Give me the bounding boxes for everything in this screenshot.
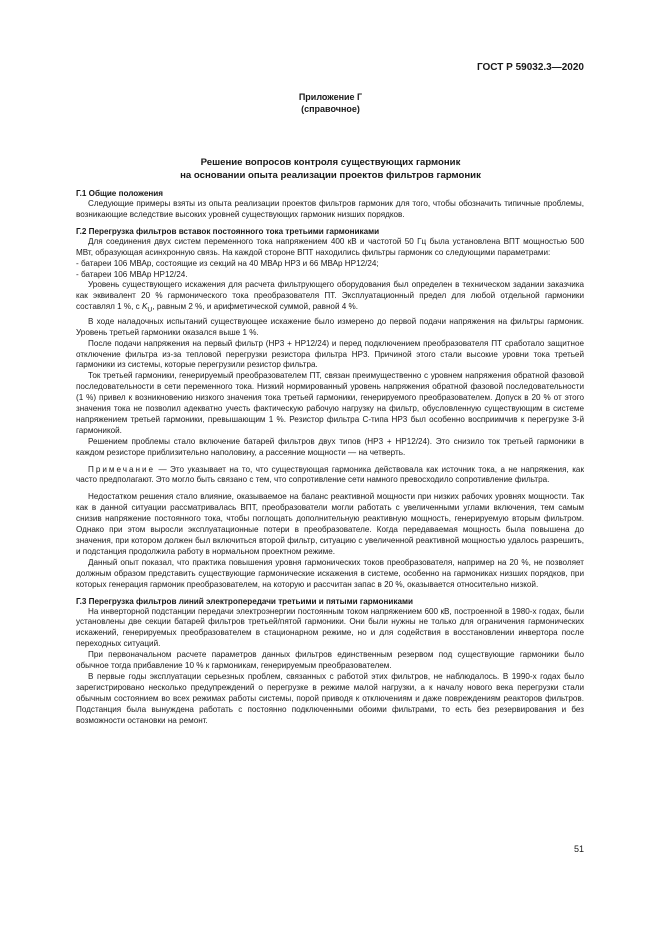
note: [76, 465, 584, 487]
paragraph: При первоначальном расчете параметров данных фильтров единственным резервом под существующие гармоники было обычное тогда прибавление 10 % к гармоникам, генерируемым преобразователем.: [76, 650, 584, 671]
text-run: , равным 2 %, и арифметической суммой, равной 4 %.: [152, 302, 358, 312]
paragraph: Данный опыт показал, что практика повышения уровня гармонических токов преобразователя, например на 20 %, не позволяет должным образом представить существующие гармонические искажения в системе, особенно на гармониках низших порядков, при которых генерация гармоник преобразователем, на которую и рассчитан запас в 20 %, оказывается относительно низкой.: [76, 557, 584, 589]
paragraph: [76, 280, 584, 316]
paragraph: На инверторной подстанции передачи электроэнергии постоянным током напряжением 600 кВ, построенной в 1980-х годах, были установлены две секции батарей фильтров третьей/пятой гармоники. Они были нужны не только для ограничения гармонических искажений, генерируемых преобразователем в стационарном режиме, но и для содействия в восстановлении инвертора после переходных ситуаций.: [76, 606, 584, 649]
paragraph: Ток третьей гармоники, генерируемый преобразователем ПТ, связан преимущественно с уровнем напряжения обратной фазовой последовательности в сети переменного тока. Низкий нормированный уровень напряжения обратной фазовой последовательности (1 %) привел к возникновению низкого значения тока третьей гармоники, генерируемого преобразователем. Допуск в 20 % от этого значения тока не позволил адекватно учесть фактическую рабочую нагрузку на фильтр, обусловленную существующим в системе напряжением третьей гармоники, превышающим 1 %. Резистор фильтра С-типа НР3 был особенно восприимчив к перегрузке 3-й гармоникой.: [76, 371, 584, 435]
standard-number: ГОСТ Р 59032.3—2020: [476, 62, 584, 73]
document-body: [76, 188, 584, 727]
paragraph: Следующие примеры взяты из опыта реализации проектов фильтров гармоник для того, чтобы обозначить типичные проблемы, возникающие вследствие высоких уровней существующих гармоник низших порядков.: [76, 199, 584, 219]
list-item: - батареи 106 МВАр НР12/24.: [76, 269, 188, 279]
annex-title: Приложение Г: [298, 92, 363, 102]
paragraph: В первые годы эксплуатации серьезных проблем, связанных с работой этих фильтров, не наблюдалось. В 1990-х годах было зарегистрировано несколько предупреждений о перегрузке в режиме малой нагрузки, а к началу нового века перегрузки стали обычным состоянием во всех режимах работы системы, порой приводя к отключениям и даже повреждениям реакторов фильтров. Подстанция была вынуждена работать с постоянно подключенными обоими фильтрами, то есть без резервирования и без возможности остановки на ремонт.: [76, 671, 584, 725]
document-title-line1: Решение вопросов контроля существующих гармоник: [200, 157, 461, 168]
symbol-k: K: [142, 302, 148, 312]
annex-status: (справочное): [301, 104, 360, 114]
paragraph: Решением проблемы стало включение батарей фильтров двух типов (НР3 + НР12/24). Это снизило ток третьей гармоники в каждом резисторе приблизительно наполовину, а рассеяние мощности — на четверть.: [76, 436, 584, 457]
section-heading-g2: Г.2 Перегрузка фильтров вставок постоянного тока третьими гармониками: [76, 226, 380, 236]
list-item: - батареи 106 МВАр, состоящие из секций на 40 МВАр НР3 и 66 МВАр НР12/24;: [76, 258, 379, 268]
paragraph: Недостатком решения стало влияние, оказываемое на баланс реактивной мощности при низких рабочих уровнях мощности. Так как в данной ситуации рассматривалась ВПТ, преобразователи могли работать с увеличенными углами включения, тем самым снизив напряжение постоянного тока, чтобы поглощать дополнительную реактивную мощность, генерируемую вторым фильтром. Однако при этом выросли эксплуатационные потери в преобразователе. Когда передаваемая мощность была повышена до значения, при котором должен был включиться второй фильтр, ситуацию с увеличенной реактивной мощностью удалось разрешить, и подстанция продолжила работу в нормальном проектном режиме.: [76, 492, 584, 556]
paragraph: В ходе наладочных испытаний существующее искажение было измерено до первой подачи напряжения на фильтры гармоник. Уровень третьей гармоники оказался выше 1 %.: [76, 316, 584, 337]
paragraph: После подачи напряжения на первый фильтр (НР3 + НР12/24) и перед подключением преобразователя ПТ сработало защитное отключение фильтра из-за тепловой перегрузки резистора фильтра НР3. Причиной этого стали высокие уровни тока третьей гармоники из системы, которые перегрузили резистор фильтра.: [76, 338, 584, 370]
note-text: — Это указывает на то, что существующая гармоника действовала как источник тока, а не напряжения, как часто предполагают. Это могло быть связано с тем, что сопротивление сети намного превосходило сопротивление фильтра.: [76, 464, 584, 485]
symbol-subscript: U: [147, 306, 153, 314]
note-label: Примечание: [88, 464, 156, 474]
section-heading-g3: Г.3 Перегрузка фильтров линий электропередачи третьими и пятыми гармониками: [76, 596, 413, 606]
paragraph: Для соединения двух систем переменного тока напряжением 400 кВ и частотой 50 Гц была установлена ВПТ мощностью 500 МВт, образующая асинхронную связь. На каждой стороне ВПТ находились фильтры гармоник со следующими параметрами:: [76, 236, 584, 257]
text-run: Уровень существующего искажения для расчета фильтрующего оборудования был определен в техническом задании заказчика как эквивалент 20 % гармонического тока преобразователя ПТ. Эксплуатационный предел для любой отдельной гармоники составлял 1 %, с: [76, 280, 584, 312]
page-number: 51: [573, 844, 584, 854]
document-title-line2: на основании опыта реализации проектов фильтров гармоник: [180, 170, 481, 181]
section-heading-g1: Г.1 Общие положения: [76, 189, 163, 198]
